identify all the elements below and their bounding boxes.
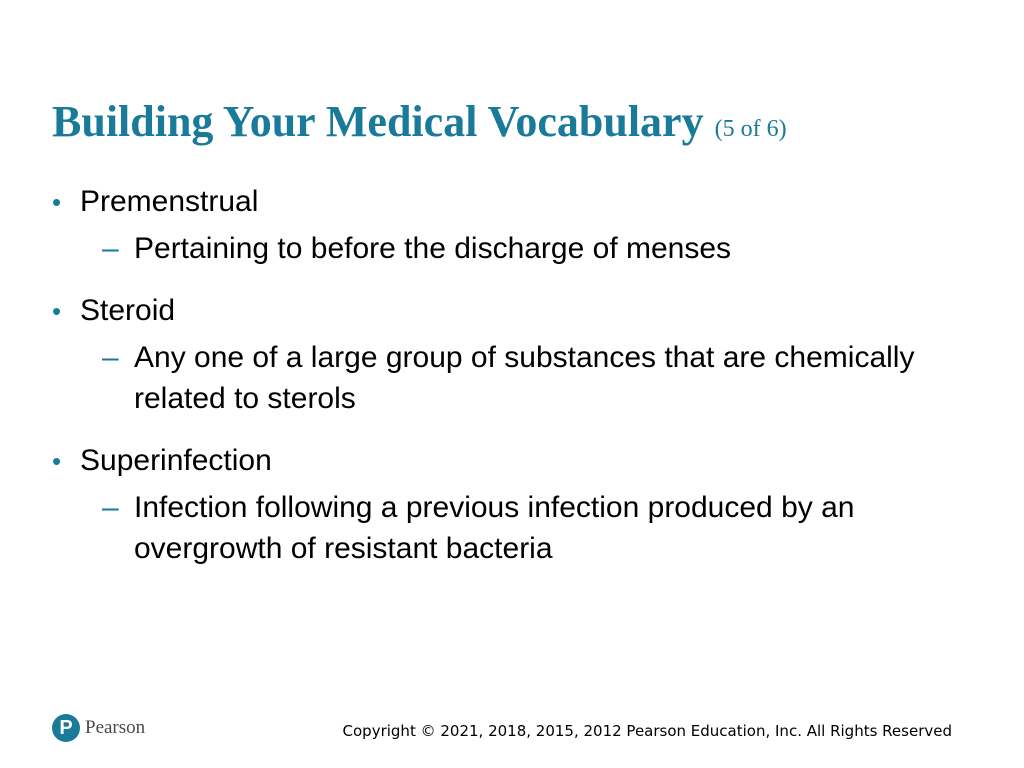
dash-icon: – [102,491,119,524]
pearson-logo-icon: P [52,714,80,742]
term-item [52,180,972,224]
definition-text: Any one of a large group of substances that are chemically related to sterols [134,341,915,415]
definition-text: Pertaining to before the discharge of menses [134,232,732,265]
bullet-dot-icon: • [52,187,62,217]
dash-icon: – [102,232,119,265]
definition-text: Infection following a previous infection produced by an overgrowth of resistant bacteria [134,491,855,565]
pearson-logo-text: Pearson [85,717,146,738]
copyright-notice: Copyright © 2021, 2018, 2015, 2012 Pearson Education, Inc. All Rights Reserved [342,722,952,740]
slide-counter: (5 of 6) [714,116,787,142]
bullet-dot-icon: • [52,446,62,476]
slide-title-text: Building Your Medical Vocabulary [52,97,704,146]
vocabulary-list [52,180,972,589]
term-definition [102,337,972,419]
slide-title [52,92,787,159]
dash-icon: – [102,341,119,374]
term-label: Steroid [80,294,176,327]
pearson-logo [52,714,145,742]
term-item [52,439,972,483]
term-label: Premenstrual [80,185,259,218]
term-definition [102,228,972,269]
term-item [52,289,972,333]
bullet-dot-icon: • [52,296,62,326]
term-label: Superinfection [80,444,272,477]
term-definition [102,487,972,569]
